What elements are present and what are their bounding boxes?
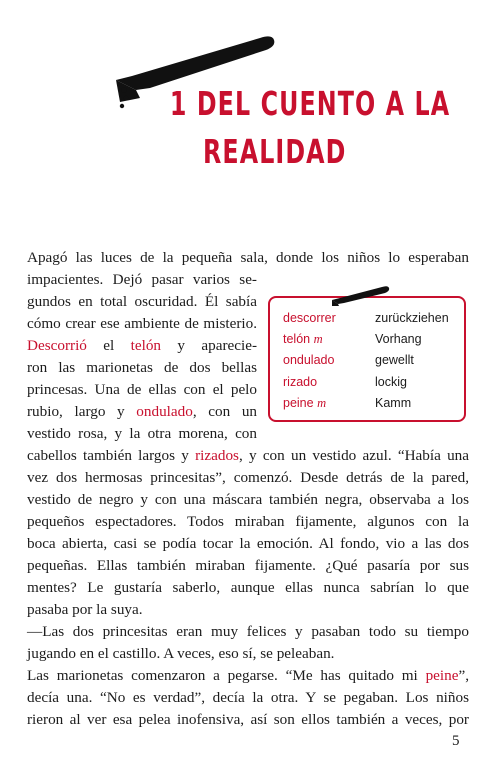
glossary-gender: m	[313, 332, 323, 346]
glossary-word-rizados: rizados	[195, 447, 239, 464]
paragraph-body: cabellos también largos y rizados, y con un vestido azul. “Había una vez dos hermosas princesitas”, comenzó. Desde detrás de la pared, vestido de negro y con una máscara también negra, observaba a los pequeños espectadores. Todos miraban fijamente, algunos con la boca abierta, casi se podía tocar la emoción. Al fondo, vio a las dos pequeñas. Ellas también miraban fijamente. ¿Qué pasaría por sus mentes? Le gustaría saberlo, aunque ellas nunca sabrían lo que pasaba por la suya. —Las dos princesitas eran muy felices y pasaban todo su tiempo jugando en el castillo. A veces, eso sí, se peleaban. Las marionetas comenzaron a pegarse. “Me has quitado mi peine”, decía una. “No es verdad”, decía la otra. Y se pegaban. Los niños rieron al ver esa pelea inofensiva, así son ellos también a veces, por	[27, 445, 469, 731]
glossary-gender: m	[317, 396, 327, 410]
glossary-term: rizado	[283, 375, 318, 389]
paragraph-3-line: Las marionetas comenzaron a pegarse. “Me has quitado mi peine”,	[27, 667, 470, 684]
glossary-term: ondulado	[283, 353, 335, 367]
glossary-translation: Vorhang	[375, 332, 422, 346]
knife-icon	[330, 284, 392, 306]
glossary-term: peine	[283, 396, 314, 410]
paragraph-1-intro: Apagó las luces de la pequeña sala, donde los niños lo esperaban	[27, 249, 469, 266]
glossary-box	[268, 296, 466, 422]
page-number: 5	[452, 733, 460, 749]
glossary-translation: gewellt	[375, 353, 414, 367]
paragraph-3-line: rieron al ver esa pelea inofensiva, así son ellos también a veces, por	[27, 711, 469, 728]
glossary-word-telon: telón	[130, 337, 162, 354]
paragraph-3-line: decía una. “No es verdad”, decía la otra. Y se pegaban. Los niños	[27, 689, 469, 706]
glossary-translation: Kamm	[375, 396, 412, 410]
glossary-translation: zurückziehen	[375, 311, 449, 325]
glossary-word-peine: peine	[425, 667, 459, 684]
glossary-word-ondulado: ondulado	[136, 403, 193, 420]
paragraph-2-line: jugando en el castillo. A veces, eso sí, se peleaban.	[27, 645, 335, 662]
chapter-title-line2: REALIDAD	[203, 132, 347, 171]
paragraph-1-narrow: impacientes. Dejó pasar varios se- gundos en total oscuridad. Él sabía cómo crear ese ambiente de misterio. Descorrió el telón y aparecie- ron las marionetas de dos bellas princesas. Una de ellas con el pelo rubio, largo y ondulado, con un vestido rosa, y la otra morena, con	[27, 271, 258, 442]
glossary-term: descorrer	[283, 311, 336, 325]
chapter-title-line1: 1 DEL CUENTO A LA	[169, 84, 451, 123]
glossary-term: telón	[283, 332, 311, 346]
glossary-translation: lockig	[375, 375, 407, 389]
glossary-word-descorrio: Descorrió	[27, 337, 87, 354]
paragraph-2-line: —Las dos princesitas eran muy felices y pasaban todo su tiempo	[27, 623, 469, 640]
